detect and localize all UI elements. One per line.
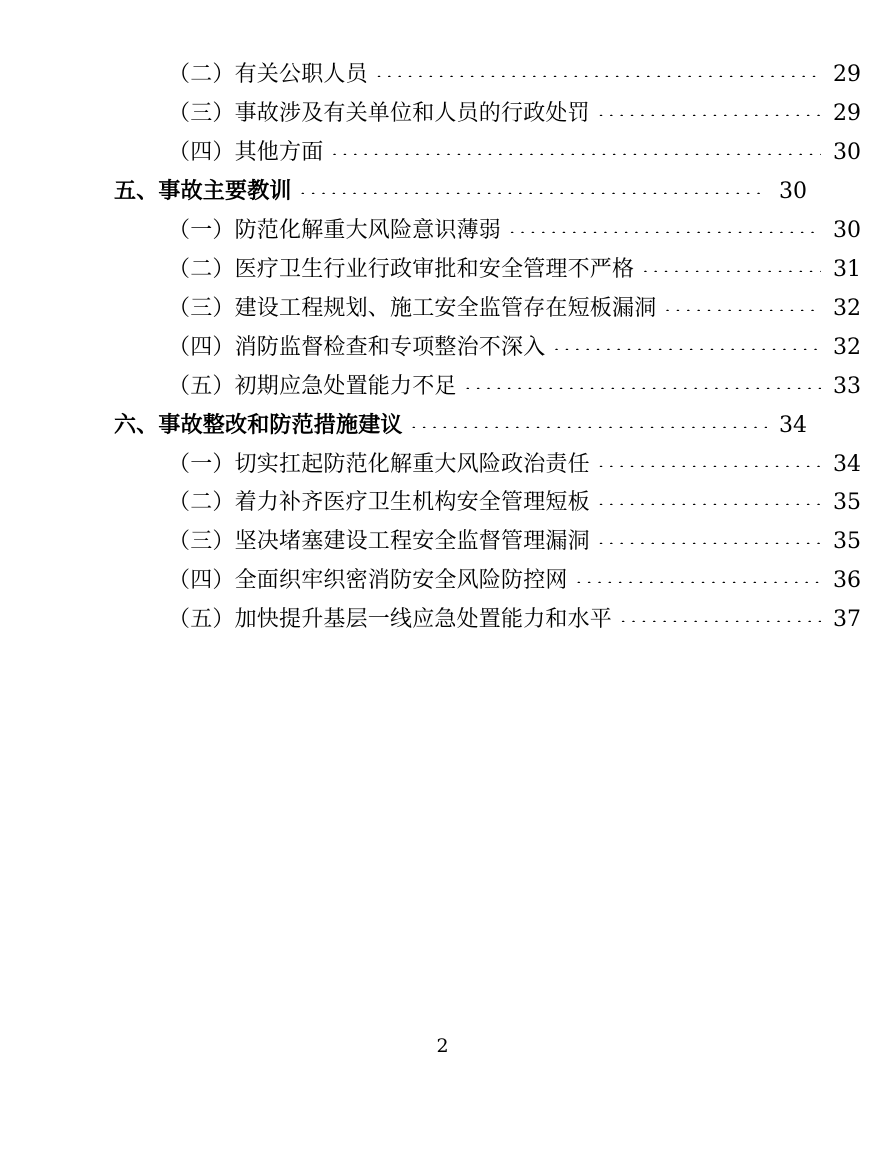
toc-entry-page: 31 [833, 256, 861, 282]
toc-entry[interactable] [96, 374, 861, 400]
toc-entry-title: （二）着力补齐医疗卫生机构安全管理短板 [168, 490, 590, 516]
toc-entry[interactable] [96, 413, 807, 439]
toc-entry-title: （一）防范化解重大风险意识薄弱 [168, 217, 502, 243]
toc-entry-title: （三）坚决堵塞建设工程安全监督管理漏洞 [168, 529, 590, 555]
toc-leader-dots [576, 571, 821, 583]
toc-entry[interactable] [96, 335, 861, 361]
toc-entry[interactable] [96, 568, 861, 594]
toc-leader-dots [509, 221, 821, 233]
toc-entry[interactable] [96, 218, 861, 244]
toc-entry-page: 33 [833, 373, 861, 399]
toc-entry-page: 34 [833, 451, 861, 477]
table-of-contents [96, 62, 861, 633]
toc-entry[interactable] [96, 529, 861, 555]
toc-entry[interactable] [96, 490, 861, 516]
toc-leader-dots [376, 65, 821, 77]
toc-entry-page: 30 [833, 139, 861, 165]
toc-leader-dots [598, 493, 821, 505]
toc-entry-page: 35 [833, 490, 861, 516]
toc-entry-title: 五、事故主要教训 [114, 178, 292, 204]
toc-leader-dots [642, 260, 821, 272]
toc-entry-title: （一）切实扛起防范化解重大风险政治责任 [168, 451, 590, 477]
toc-leader-dots [300, 182, 767, 194]
toc-entry[interactable] [96, 101, 861, 127]
toc-leader-dots [598, 455, 821, 467]
toc-leader-dots [465, 377, 821, 389]
toc-entry-page: 37 [833, 607, 861, 633]
toc-entry-page: 36 [833, 568, 861, 594]
toc-entry[interactable] [96, 452, 861, 478]
toc-entry-title: （三）事故涉及有关单位和人员的行政处罚 [168, 100, 590, 126]
toc-entry-page: 34 [779, 412, 807, 438]
toc-entry-title: 六、事故整改和防范措施建议 [114, 412, 403, 438]
toc-entry-page: 29 [833, 100, 861, 126]
toc-entry-page: 32 [833, 295, 861, 321]
toc-entry-page: 35 [833, 529, 861, 555]
toc-entry-title: （三）建设工程规划、施工安全监管存在短板漏洞 [168, 295, 657, 321]
toc-leader-dots [553, 338, 821, 350]
toc-entry[interactable] [96, 62, 861, 88]
toc-entry-title: （四）其他方面 [168, 139, 324, 165]
toc-leader-dots [598, 104, 821, 116]
toc-entry-title: （二）医疗卫生行业行政审批和安全管理不严格 [168, 256, 635, 282]
toc-leader-dots [331, 143, 821, 155]
toc-entry-title: （四）消防监督检查和专项整治不深入 [168, 334, 546, 360]
toc-entry-title: （二）有关公职人员 [168, 62, 368, 87]
toc-entry-title: （五）初期应急处置能力不足 [168, 373, 457, 399]
toc-entry-page: 30 [833, 217, 861, 243]
toc-entry-title: （四）全面织牢织密消防安全风险防控网 [168, 568, 568, 594]
toc-leader-dots [598, 532, 821, 544]
page-number: 2 [436, 1035, 449, 1057]
toc-leader-dots [664, 299, 821, 311]
toc-entry[interactable] [96, 607, 861, 633]
toc-entry[interactable] [96, 296, 861, 322]
toc-leader-dots [411, 416, 767, 428]
toc-entry[interactable] [96, 257, 861, 283]
toc-entry[interactable] [96, 140, 861, 166]
toc-entry-title: （五）加快提升基层一线应急处置能力和水平 [168, 607, 613, 633]
toc-leader-dots [620, 610, 821, 622]
toc-entry-page: 29 [833, 62, 861, 87]
toc-entry[interactable] [96, 179, 807, 205]
toc-entry-page: 32 [833, 334, 861, 360]
toc-entry-page: 30 [779, 178, 807, 204]
